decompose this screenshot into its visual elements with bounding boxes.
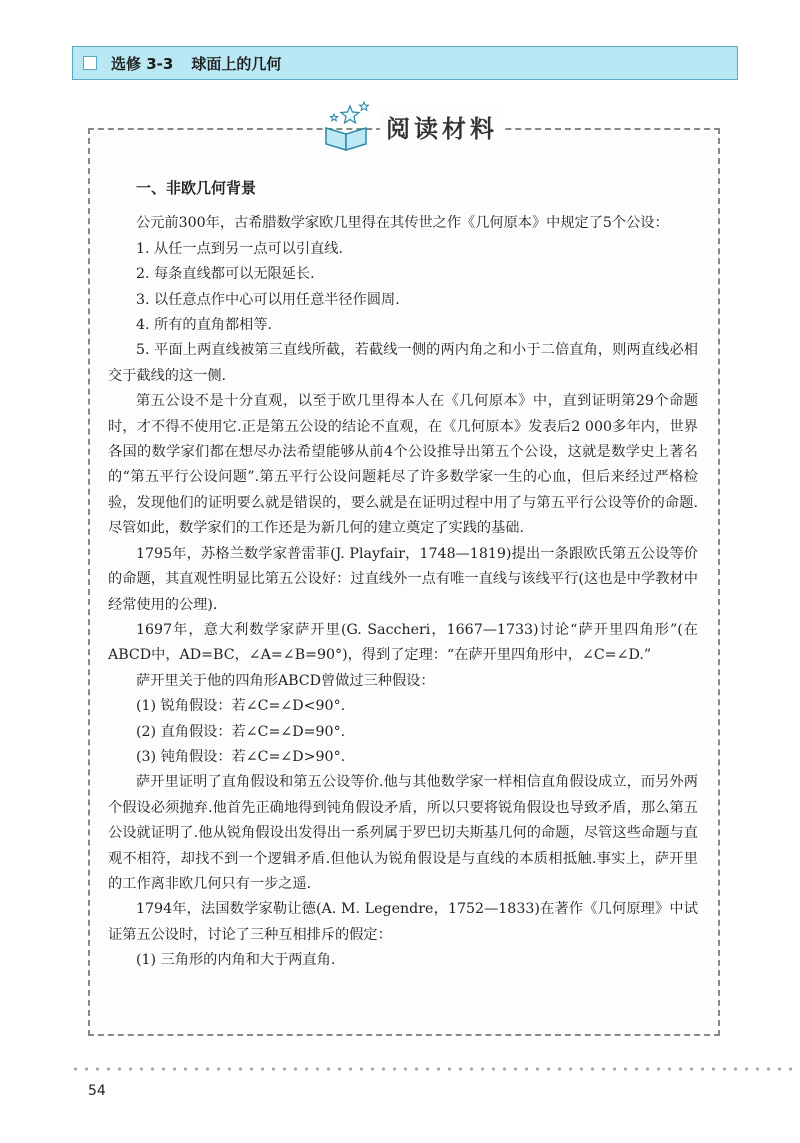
chapter-title: 球面上的几何 — [191, 54, 282, 73]
page-number: 54 — [88, 1083, 106, 1099]
module-label: 选修 3-3 — [111, 54, 174, 73]
footer-dotted-divider — [70, 1066, 800, 1072]
banner-title: 阅读材料 — [380, 109, 504, 144]
paragraph-fifth-postulate: 第五公设不是十分直观，以至于欧几里得本人在《几何原本》中，直到证明第29个命题时，才不得不使用它.正是第五公设的结论不直观，在《几何原本》发表后2 000多年内，世界各国的数学家们都在想尽办法希望能够从前4个公设推导出第五个公设，这就是数学史上著名的“第五平行公设问题”.第五平行公设问题耗尽了许多数学家一生的心血，但后来经过严格检验，发现他们的证明要么就是错误的，要么就是在证明过程中用了与第五平行公设等价的命题.尽管如此，数学家们的工作还是为新几何的建立奠定了实践的基础. — [108, 393, 698, 537]
intro-paragraph: 公元前300年，古希腊数学家欧几里得在其传世之作《几何原本》中规定了5个公设： — [136, 215, 669, 232]
hypothesis-right: (2) 直角假设：若∠C=∠D=90°. — [136, 723, 346, 740]
paragraph-hypotheses-intro: 萨开里关于他的四角形ABCD曾做过三种假设： — [136, 672, 435, 689]
reading-banner — [320, 96, 520, 156]
paragraph-saccheri-proof: 萨开里证明了直角假设和第五公设等价.他与其他数学家一样相信直角假设成立，而另外两个假设必须抛弃.他首先正确地得到钝角假设矛盾，所以只要将锐角假设也导致矛盾，那么第五公设就证明了.他从锐角假设出发得出一系列属于罗巴切夫斯基几何的命题，尽管这些命题与直观不相符，却找不到一个逻辑矛盾.但他认为锐角假设是与直线的本质相抵触.事实上，萨开里的工作离非欧几何只有一步之遥. — [108, 774, 698, 892]
legendre-assumption-1: (1) 三角形的内角和大于两直角. — [136, 952, 336, 969]
paragraph-playfair: 1795年，苏格兰数学家普雷菲(J. Playfair，1748—1819)提出一条跟欧氏第五公设等价的命题，其直观性明显比第五公设好：过直线外一点有唯一直线与该线平行(这也是中学教材中经常使用的公理). — [108, 545, 698, 613]
postulate-1: 1. 从任一点到另一点可以引直线. — [136, 240, 343, 257]
paragraph-legendre: 1794年，法国数学家勒让德(A. M. Legendre，1752—1833)在著作《几何原理》中试证第五公设时，讨论了三种互相排斥的假定： — [108, 901, 698, 943]
chapter-header-bar — [72, 46, 738, 80]
open-book-star-icon — [320, 98, 376, 154]
header-square-icon — [83, 56, 97, 70]
paragraph-saccheri: 1697年，意大利数学家萨开里(G. Saccheri，1667—1733)讨论“萨开里四角形”(在ABCD中，AD=BC，∠A=∠B=90°)，得到了定理：“在萨开里四角形中，∠C=∠D.” — [108, 621, 698, 664]
postulate-4: 4. 所有的直角都相等. — [136, 317, 273, 334]
hypothesis-obtuse: (3) 钝角假设：若∠C=∠D>90°. — [136, 748, 346, 765]
postulate-2: 2. 每条直线都可以无限延长. — [136, 266, 315, 283]
postulate-3: 3. 以任意点作中心可以用任意半径作圆周. — [136, 291, 400, 308]
article-content — [108, 170, 698, 974]
postulate-5: 5. 平面上两直线被第三直线所截，若截线一侧的两内角之和小于二倍直角，则两直线必相交于截线的这一侧. — [108, 342, 698, 384]
section-heading: 一、非欧几何背景 — [136, 179, 257, 197]
hypothesis-acute: (1) 锐角假设：若∠C=∠D<90°. — [136, 698, 346, 715]
